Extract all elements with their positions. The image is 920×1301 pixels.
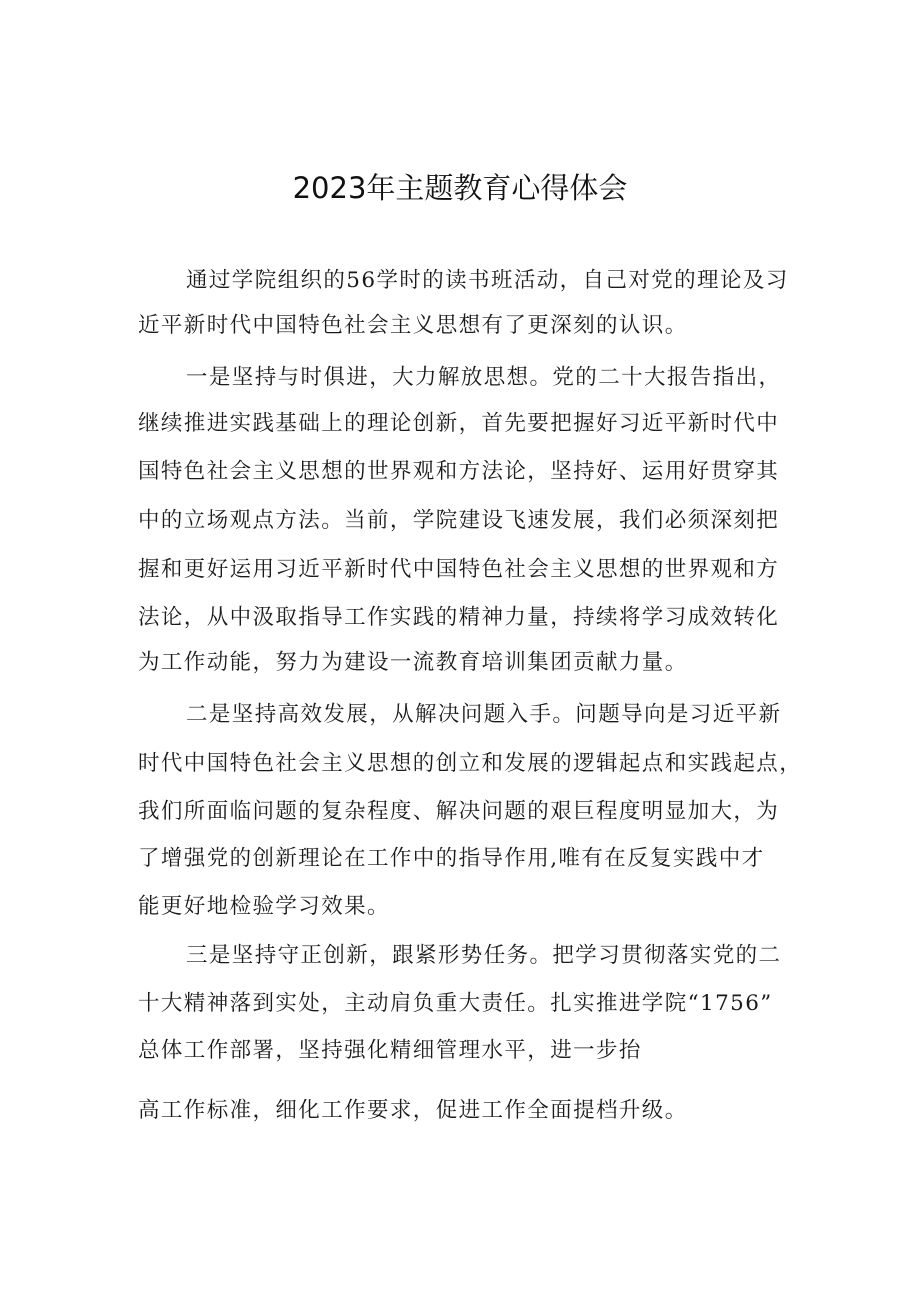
paragraph-line: 二是坚持高效发展，从解决问题入手。问题导向是习近平新 [186,702,782,727]
paragraph-line: 一是坚持与时俱进，大力解放思想。党的二十大报告指出， [186,365,782,390]
paragraph-line: 继续推进实践基础上的理论创新，首先要把握好习近平新时代中 [138,411,780,436]
paragraph-line: 时代中国特色社会主义思想的创立和发展的逻辑起点和实践起点， [138,751,803,776]
document-title: 2023年主题教育心得体会 [292,171,628,205]
paragraph-line: 握和更好运用习近平新时代中国特色社会主义思想的世界观和方 [138,557,780,582]
paragraph-line: 三是坚持守正创新，跟紧形势任务。把学习贯彻落实党的二 [186,943,782,968]
paragraph-line: 为工作动能，努力为建设一流教育培训集团贡献力量。 [138,650,688,675]
paragraph-line: 国特色社会主义思想的世界观和方法论，坚持好、运用好贯穿其 [138,459,780,484]
paragraph-line: 通过学院组织的56学时的读书班活动，自己对党的理论及习 [186,268,789,293]
paragraph-line: 法论，从中汲取指导工作实践的精神力量，持续将学习成效转化 [138,605,780,630]
paragraph-line: 能更好地检验学习效果。 [138,894,390,919]
paragraph-line: 十大精神落到实处，主动肩负重大责任。扎实推进学院“1756” [138,991,773,1016]
paragraph-line: 近平新时代中国特色社会主义思想有了更深刻的认识。 [138,313,688,338]
paragraph-line: 中的立场观点方法。当前，学院建设飞速发展，我们必须深刻把 [138,508,780,533]
paragraph-line: 我们所面临问题的复杂程度、解决问题的艰巨程度明显加大，为 [138,799,780,824]
paragraph-line: 高工作标准，细化工作要求，促进工作全面提档升级。 [138,1098,688,1123]
paragraph-line: 总体工作部署，坚持强化精细管理水平，进一步抬 [138,1038,642,1063]
paragraph-line: 了增强党的创新理论在工作中的指导作用,唯有在反复实践中才 [138,846,765,871]
